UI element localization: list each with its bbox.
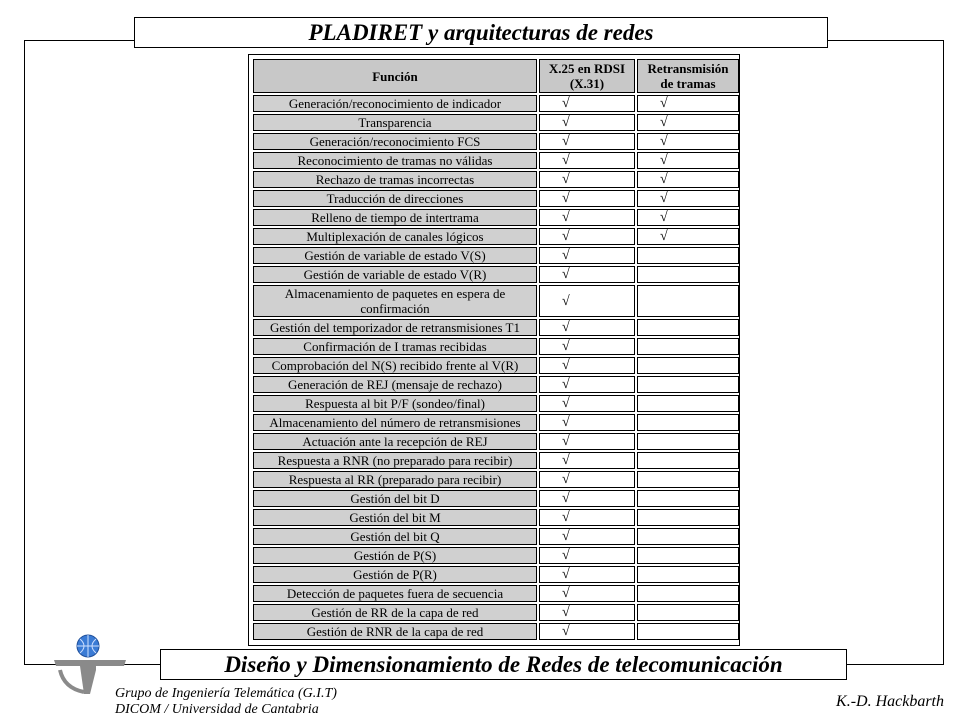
x25-check-cell: √ <box>539 114 635 131</box>
frame-left <box>24 40 25 664</box>
fr-check-cell: √ <box>637 228 739 245</box>
function-cell: Almacenamiento de paquetes en espera de confirmación <box>253 285 537 317</box>
table-row <box>253 285 739 317</box>
page-title: PLADIRET y arquitecturas de redes <box>134 17 828 48</box>
function-cell: Confirmación de I tramas recibidas <box>253 338 537 355</box>
table-row <box>253 471 739 488</box>
x25-check-cell: √ <box>539 247 635 264</box>
function-cell: Gestión del bit D <box>253 490 537 507</box>
x25-check-cell: √ <box>539 547 635 564</box>
frame-right <box>943 40 944 664</box>
x25-check-cell: √ <box>539 209 635 226</box>
fr-check-cell <box>637 623 739 640</box>
author-name: K.-D. Hackbarth <box>836 693 944 710</box>
table-row <box>253 509 739 526</box>
fr-check-cell <box>637 547 739 564</box>
function-cell: Generación/reconocimiento de indicador <box>253 95 537 112</box>
function-cell: Gestión de variable de estado V(S) <box>253 247 537 264</box>
fr-check-cell <box>637 509 739 526</box>
function-cell: Actuación ante la recepción de REJ <box>253 433 537 450</box>
x25-check-cell: √ <box>539 471 635 488</box>
fr-check-cell <box>637 414 739 431</box>
frame-top-left <box>24 40 134 41</box>
x25-check-cell: √ <box>539 285 635 317</box>
x25-check-cell: √ <box>539 376 635 393</box>
function-cell: Gestión de RR de la capa de red <box>253 604 537 621</box>
x25-check-cell: √ <box>539 452 635 469</box>
x25-check-cell: √ <box>539 171 635 188</box>
table-row <box>253 623 739 640</box>
comparison-table <box>251 57 741 642</box>
function-cell: Respuesta a RNR (no preparado para recibir) <box>253 452 537 469</box>
function-cell: Detección de paquetes fuera de secuencia <box>253 585 537 602</box>
table-row <box>253 247 739 264</box>
function-cell: Reconocimiento de tramas no válidas <box>253 152 537 169</box>
function-cell: Traducción de direcciones <box>253 190 537 207</box>
footer-title: Diseño y Dimensionamiento de Redes de telecomunicación <box>160 649 847 680</box>
function-cell: Respuesta al bit P/F (sondeo/final) <box>253 395 537 412</box>
fr-check-cell <box>637 490 739 507</box>
x25-check-cell: √ <box>539 604 635 621</box>
x25-check-cell: √ <box>539 190 635 207</box>
function-cell: Relleno de tiempo de intertrama <box>253 209 537 226</box>
x25-check-cell: √ <box>539 433 635 450</box>
table-row <box>253 566 739 583</box>
table-row <box>253 547 739 564</box>
fr-check-cell: √ <box>637 152 739 169</box>
x25-check-cell: √ <box>539 357 635 374</box>
frame-top-right <box>828 40 944 41</box>
function-cell: Transparencia <box>253 114 537 131</box>
fr-check-cell <box>637 471 739 488</box>
table-row <box>253 357 739 374</box>
fr-check-cell: √ <box>637 209 739 226</box>
fr-check-cell <box>637 528 739 545</box>
table-row <box>253 376 739 393</box>
function-cell: Gestión de RNR de la capa de red <box>253 623 537 640</box>
function-cell: Multiplexación de canales lógicos <box>253 228 537 245</box>
fr-check-cell: √ <box>637 133 739 150</box>
function-cell: Generación de REJ (mensaje de rechazo) <box>253 376 537 393</box>
table-row <box>253 414 739 431</box>
table-row <box>253 338 739 355</box>
function-cell: Generación/reconocimiento FCS <box>253 133 537 150</box>
fr-check-cell <box>637 319 739 336</box>
table-row <box>253 266 739 283</box>
x25-check-cell: √ <box>539 509 635 526</box>
table-row <box>253 95 739 112</box>
frame-bottom-right <box>847 664 944 665</box>
table-header-row <box>253 59 739 93</box>
function-table <box>248 54 740 646</box>
x25-check-cell: √ <box>539 152 635 169</box>
x25-check-cell: √ <box>539 133 635 150</box>
table-row <box>253 452 739 469</box>
table-row <box>253 490 739 507</box>
table-row <box>253 133 739 150</box>
header-funcion: Función <box>253 59 537 93</box>
fr-check-cell <box>637 285 739 317</box>
function-cell: Comprobación del N(S) recibido frente al V(R) <box>253 357 537 374</box>
fr-check-cell <box>637 433 739 450</box>
fr-check-cell <box>637 604 739 621</box>
x25-check-cell: √ <box>539 528 635 545</box>
fr-check-cell <box>637 357 739 374</box>
table-row <box>253 190 739 207</box>
fr-check-cell <box>637 247 739 264</box>
function-cell: Almacenamiento del número de retransmisiones <box>253 414 537 431</box>
x25-check-cell: √ <box>539 228 635 245</box>
function-cell: Respuesta al RR (preparado para recibir) <box>253 471 537 488</box>
function-cell: Gestión del bit M <box>253 509 537 526</box>
x25-check-cell: √ <box>539 566 635 583</box>
fr-check-cell: √ <box>637 171 739 188</box>
header-retransmision: Retransmisión de tramas <box>637 59 739 93</box>
header-x25: X.25 en RDSI (X.31) <box>539 59 635 93</box>
fr-check-cell <box>637 566 739 583</box>
fr-check-cell <box>637 585 739 602</box>
fr-check-cell: √ <box>637 190 739 207</box>
table-row <box>253 228 739 245</box>
x25-check-cell: √ <box>539 319 635 336</box>
table-row <box>253 152 739 169</box>
fr-check-cell <box>637 395 739 412</box>
table-row <box>253 433 739 450</box>
x25-check-cell: √ <box>539 623 635 640</box>
fr-check-cell <box>637 338 739 355</box>
function-cell: Gestión del bit Q <box>253 528 537 545</box>
x25-check-cell: √ <box>539 95 635 112</box>
table-row <box>253 604 739 621</box>
fr-check-cell <box>637 376 739 393</box>
function-cell: Gestión de P(R) <box>253 566 537 583</box>
fr-check-cell <box>637 452 739 469</box>
table-row <box>253 114 739 131</box>
function-cell: Gestión de P(S) <box>253 547 537 564</box>
table-row <box>253 395 739 412</box>
table-row <box>253 528 739 545</box>
function-cell: Gestión de variable de estado V(R) <box>253 266 537 283</box>
x25-check-cell: √ <box>539 266 635 283</box>
function-cell: Gestión del temporizador de retransmisiones T1 <box>253 319 537 336</box>
x25-check-cell: √ <box>539 585 635 602</box>
x25-check-cell: √ <box>539 338 635 355</box>
table-row <box>253 171 739 188</box>
table-row <box>253 585 739 602</box>
x25-check-cell: √ <box>539 490 635 507</box>
x25-check-cell: √ <box>539 395 635 412</box>
fr-check-cell: √ <box>637 114 739 131</box>
function-cell: Rechazo de tramas incorrectas <box>253 171 537 188</box>
fr-check-cell: √ <box>637 95 739 112</box>
university-name: DICOM / Universidad de Cantabria <box>115 702 319 717</box>
table-row <box>253 319 739 336</box>
table-row <box>253 209 739 226</box>
group-name: Grupo de Ingeniería Telemática (G.I.T) <box>115 686 337 701</box>
x25-check-cell: √ <box>539 414 635 431</box>
fr-check-cell <box>637 266 739 283</box>
